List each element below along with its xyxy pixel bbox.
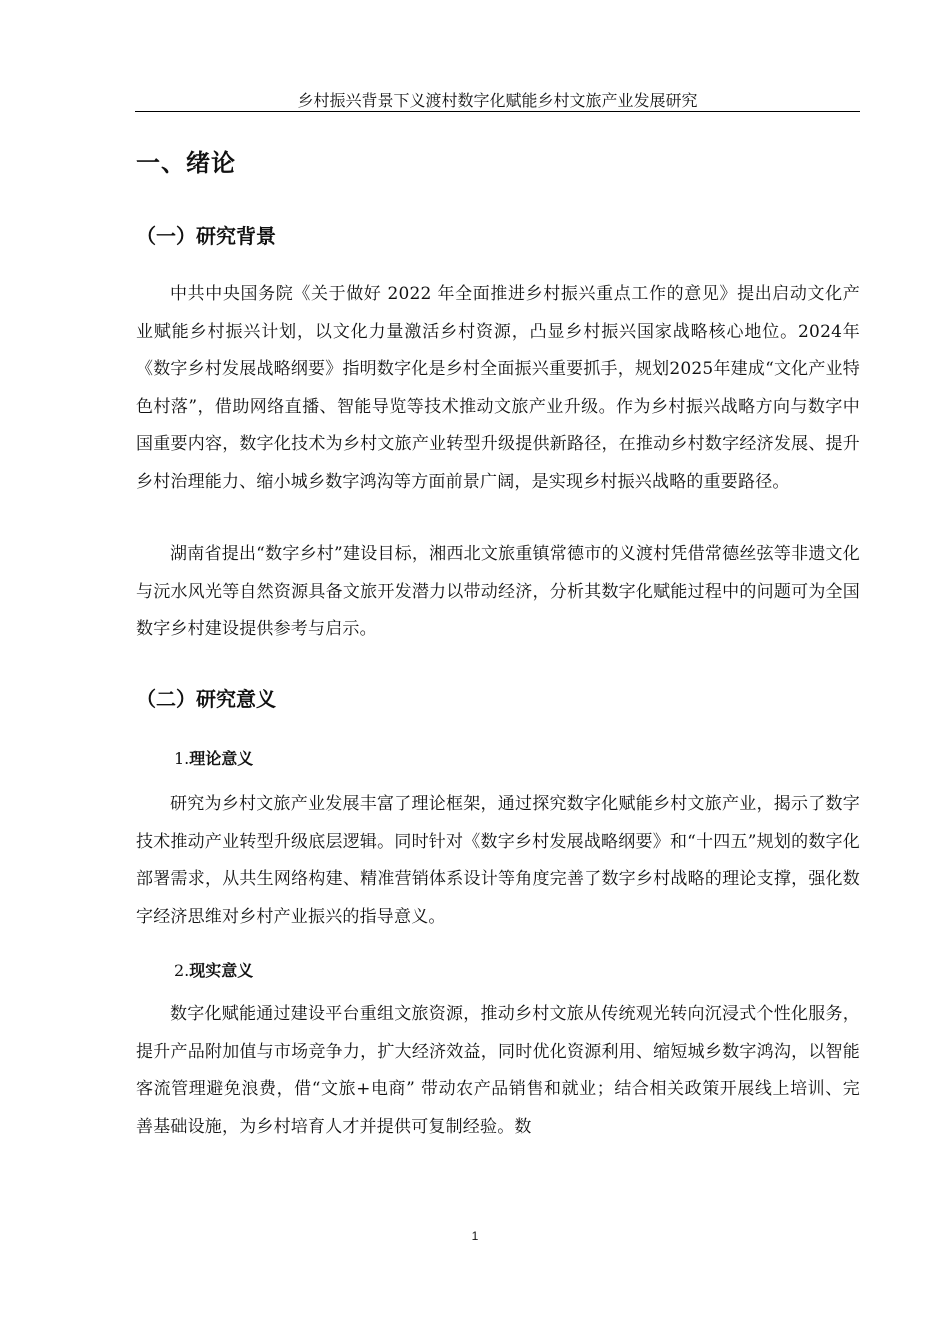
subsection-heading-theory [174,747,253,771]
subsection-title: 现实意义 [189,961,254,980]
header-rule [135,111,860,112]
subsection-title: 理论意义 [189,749,254,768]
section-heading-significance: （二）研究意义 [136,687,276,711]
background-paragraph-2: 湖南省提出“数字乡村”建设目标，湘西北文旅重镇常德市的义渡村凭借常德丝弦等非遗文化与沅水风光等自然资源具备文旅开发潜力以带动经济，分析其数字化赋能过程中的问题可为全国数字乡村建设提供参考与启示。 [136,544,860,639]
section-heading-background: （一）研究背景 [136,224,276,248]
subsection-number: 2. [174,961,190,980]
subsection-number: 1. [174,749,190,768]
running-header: 乡村振兴背景下义渡村数字化赋能乡村文旅产业发展研究 [297,91,698,110]
subsection-heading-practice [174,959,253,983]
background-paragraph-1: 中共中央国务院《关于做好 2022 年全面推进乡村振兴重点工作的意见》提出启动文化产业赋能乡村振兴计划，以文化力量激活乡村资源，凸显乡村振兴国家战略核心地位。2024年《数字乡村发展战略纲要》指明数字化是乡村全面振兴重要抓手，规划2025年建成“文化产业特色村落”，借助网络直播、智能导览等技术推动文旅产业升级。作为乡村振兴战略方向与数字中国重要内容，数字化技术为乡村文旅产业转型升级提供新路径，在推动乡村数字经济发展、提升乡村治理能力、缩小城乡数字鸿沟等方面前景广阔，是实现乡村振兴战略的重要路径。 [136,284,860,492]
practice-paragraph: 数字化赋能通过建设平台重组文旅资源，推动乡村文旅从传统观光转向沉浸式个性化服务，提升产品附加值与市场竞争力，扩大经济效益，同时优化资源利用、缩短城乡数字鸿沟，以智能客流管理避免浪费，借“文旅+电商” 带动农产品销售和就业；结合相关政策开展线上培训、完善基础设施，为乡村培育人才并提供可复制经验。数 [136,1004,860,1137]
theory-paragraph: 研究为乡村文旅产业发展丰富了理论框架，通过探究数字化赋能乡村文旅产业，揭示了数字技术推动产业转型升级底层逻辑。同时针对《数字乡村发展战略纲要》和“十四五”规划的数字化部署需求，从共生网络构建、精准营销体系设计等角度完善了数字乡村战略的理论支撑，强化数字经济思维对乡村产业振兴的指导意义。 [136,794,860,927]
chapter-title: 一、绪论 [136,149,236,177]
page-number: 1 [471,1229,479,1243]
